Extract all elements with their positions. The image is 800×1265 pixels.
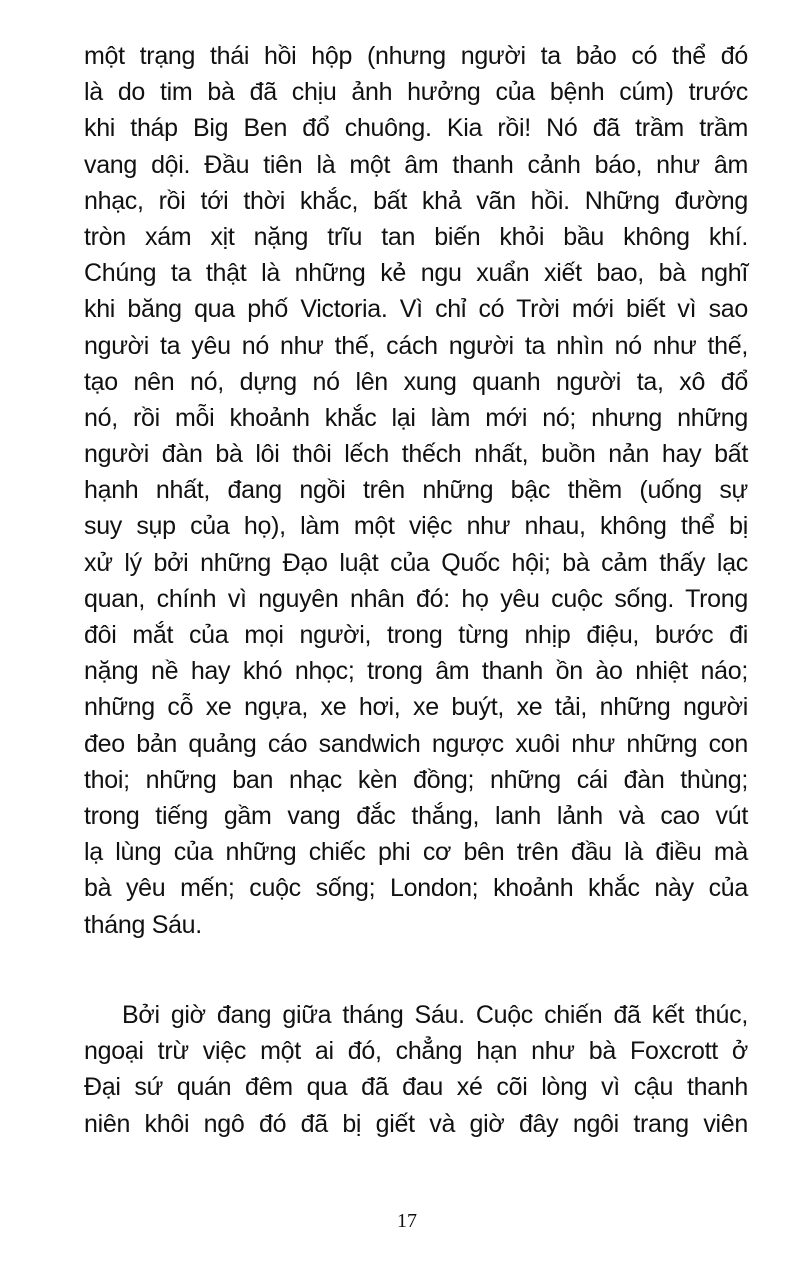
text-line: đeo bản quảng cáo sandwich ngược xuôi như những con [84, 729, 748, 758]
text-line: những cỗ xe ngựa, xe hơi, xe buýt, xe tải, những người [84, 693, 748, 722]
text-line: Đại sứ quán đêm qua đã đau xé cõi lòng vì cậu thanh [84, 1073, 748, 1102]
page-number: 17 [397, 1210, 417, 1232]
text-line: thoi; những ban nhạc kèn đồng; những cái đàn thùng; [84, 765, 748, 794]
text-line: niên khôi ngô đó đã bị giết và giờ đây ngôi trang viên [84, 1109, 748, 1138]
text-line: hạnh nhất, đang ngồi trên những bậc thềm (uống sự [84, 476, 748, 505]
text-line: suy sụp của họ), làm một việc như nhau, không thể bị [84, 512, 748, 541]
text-line: tạo nên nó, dựng nó lên xung quanh người ta, xô đổ [84, 367, 748, 396]
text-line: tháng Sáu. [84, 910, 202, 939]
text-line: lạ lùng của những chiếc phi cơ bên trên đầu là điều mà [84, 838, 748, 867]
text-line: ngoại trừ việc một ai đó, chẳng hạn như bà Foxcrott ở [84, 1037, 748, 1066]
text-line: người đàn bà lôi thôi lếch thếch nhất, buồn nản hay bất [84, 440, 748, 469]
text-line: khi băng qua phố Victoria. Vì chỉ có Trời mới biết vì sao [84, 295, 748, 324]
text-line: khi tháp Big Ben đổ chuông. Kia rồi! Nó đã trầm trầm [84, 114, 748, 143]
text-line: trong tiếng gầm vang đắc thắng, lanh lảnh và cao vút [84, 801, 748, 830]
paragraph-2 [84, 997, 748, 1142]
text-line: nó, rồi mỗi khoảnh khắc lại làm mới nó; nhưng những [84, 403, 748, 432]
text-line: tròn xám xịt nặng trĩu tan biến khỏi bầu không khí. [84, 222, 748, 251]
text-line: bà yêu mến; cuộc sống; London; khoảnh khắc này của [84, 874, 748, 903]
paragraph-1 [84, 38, 748, 943]
text-line: người ta yêu nó như thế, cách người ta nhìn nó như thế, [84, 331, 748, 360]
text-line: một trạng thái hồi hộp (nhưng người ta bảo có thể đó [84, 42, 748, 70]
text-line: Bởi giờ đang giữa tháng Sáu. Cuộc chiến đã kết thúc, [122, 1001, 748, 1029]
text-line: nặng nề hay khó nhọc; trong âm thanh ồn ào nhiệt náo; [84, 657, 748, 686]
text-line: nhạc, rồi tới thời khắc, bất khả vãn hồi. Những đường [84, 186, 748, 215]
text-line: Chúng ta thật là những kẻ ngu xuẩn xiết bao, bà nghĩ [84, 259, 748, 288]
text-line: quan, chính vì nguyên nhân đó: họ yêu cuộc sống. Trong [84, 584, 748, 613]
text-line: đôi mắt của mọi người, trong từng nhịp điệu, bước đi [84, 621, 748, 649]
text-line: vang dội. Đầu tiên là một âm thanh cảnh báo, như âm [84, 150, 748, 179]
text-line: là do tim bà đã chịu ảnh hưởng của bệnh cúm) trước [84, 78, 748, 107]
text-line: xử lý bởi những Đạo luật của Quốc hội; bà cảm thấy lạc [84, 548, 748, 577]
